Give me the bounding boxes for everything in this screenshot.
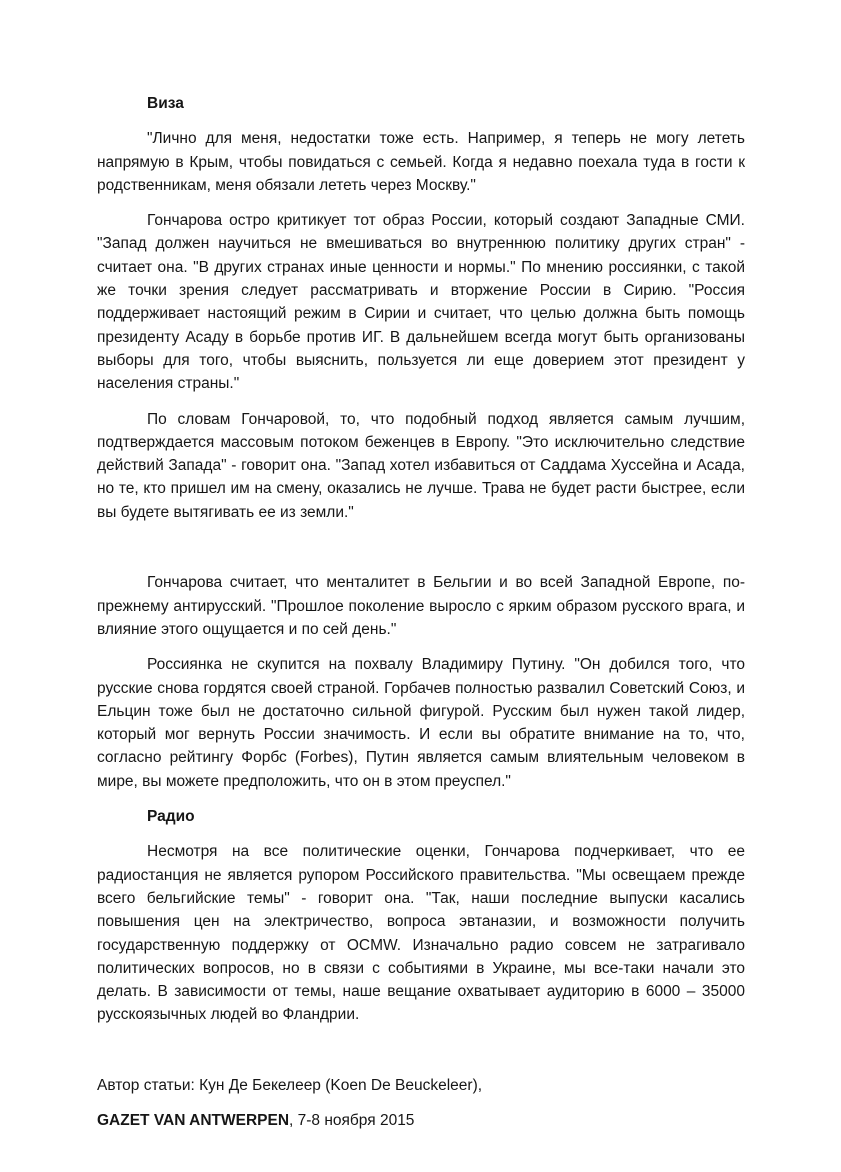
paragraph-mentality: Гончарова считает, что менталитет в Бельгии и во всей Западной Европе, по-прежнему антирусский. "Прошлое поколение выросло с ярким образом русского врага, и влияние этого ощущается и по сей день." (97, 574, 745, 638)
source-date: , 7-8 ноября 2015 (289, 1112, 415, 1130)
source-name: GAZET VAN ANTWERPEN (97, 1112, 290, 1130)
section-heading-radio: Радио (147, 808, 195, 826)
document-content (97, 92, 745, 1145)
source-line (97, 1109, 745, 1132)
paragraph-putin-praise: Россиянка не скупится на похвалу Владимиру Путину. "Он добился того, что русские снова гордятся своей страной. Горбачев полностью развалил Советский Союз, и Ельцин тоже был не достаточно сильной фигурой. Русским был нужен такой лидер, который мог вернуть России значимость. И если вы обратите внимание на то, что, согласно рейтингу Форбс (Forbes), Путин является самым влиятельным человеком в мире, вы можете предположить, что он в этом преуспел." (97, 656, 745, 790)
paragraph-refugees: По словам Гончаровой, то, что подобный подход является самым лучшим, подтверждается массовым потоком беженцев в Европу. "Это исключительно следствие действий Запада" - говорит она. "Запад хотел избавиться от Саддама Хуссейна и Асада, но те, кто пришел им на смену, оказались не лучше. Трава не будет расти быстрее, если вы будете вытягивать ее из земли." (97, 410, 745, 521)
section-heading-visa: Виза (147, 95, 184, 112)
paragraph-visa-quote: "Лично для меня, недостатки тоже есть. Например, я теперь не могу лететь напрямую в Крым, чтобы повидаться с семьей. Когда я недавно поехала туда в гости к родственникам, меня обязали лететь через Москву." (97, 130, 745, 194)
paragraph-western-media: Гончарова остро критикует тот образ России, который создают Западные СМИ. "Запад должен научиться не вмешиваться во внутреннюю политику других стран" - считает она. "В других странах иные ценности и нормы." По мнению россиянки, с такой же точки зрения следует рассматривать и вторжение России в Сирию. "Россия поддерживает настоящий режим в Сирии и считает, что целью должна быть помощь президенту Асаду в борьбе против ИГ. В дальнейшем всегда могут быть организованы выборы для того, чтобы выяснить, пользуется ли еще доверием этот президент у населения страны." (97, 212, 745, 393)
paragraph-radio-station: Несмотря на все политические оценки, Гончарова подчеркивает, что ее радиостанция не является рупором Российского правительства. "Мы освещаем прежде всего бельгийские темы" - говорит она. "Так, наши последние выпуски касались повышения цен на электричество, вопроса эвтаназии, и возможности получить государственную поддержку от OCMW. Изначально радио совсем не затрагивало политических вопросов, но в связи с событиями в Украине, мы все-таки начали это делать. В зависимости от темы, наше вещание охватывает аудиторию в 6000 – 35000 русскоязычных людей во Фландрии. (97, 843, 745, 1024)
author-line: Автор статьи: Кун Де Бекелеер (Koen De Beuckeleer), (97, 1076, 483, 1094)
blank-line-spacer (97, 536, 745, 559)
blank-line-spacer (97, 1039, 745, 1062)
